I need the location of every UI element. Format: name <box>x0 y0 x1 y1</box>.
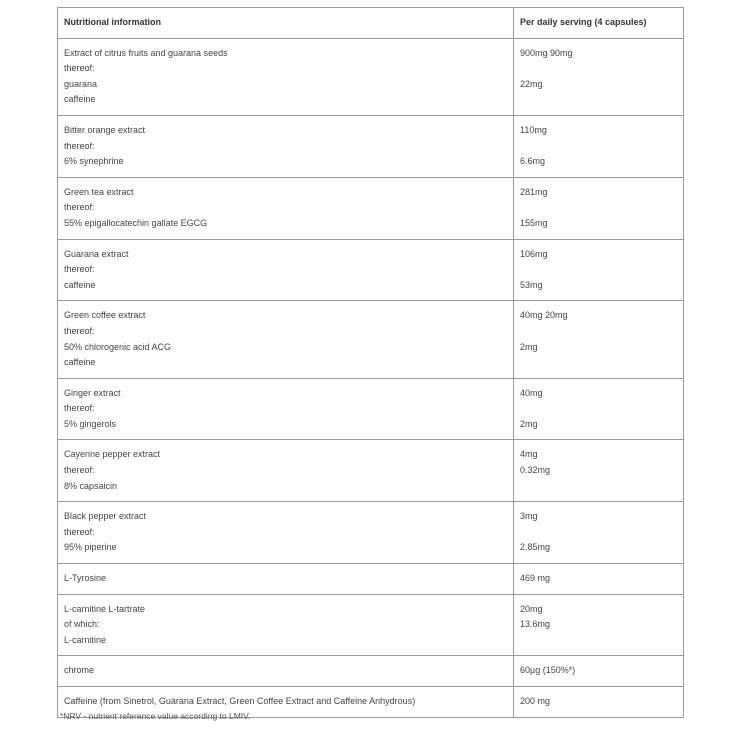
amount-line <box>520 479 677 495</box>
amount-line: 2mg <box>520 341 538 352</box>
ingredient-line: Black pepper extract <box>64 511 147 522</box>
table-row <box>58 301 684 378</box>
amount-line: 3mg <box>520 511 538 522</box>
ingredient-cell <box>58 378 514 440</box>
table-row <box>58 656 684 687</box>
amount-line: 469 mg <box>520 573 551 584</box>
ingredient-line: thereof: <box>64 465 95 476</box>
ingredient-line: of which: <box>64 619 100 630</box>
amount-line: 60µg (150%*) <box>520 665 576 676</box>
ingredient-line: 8% capsaicin <box>64 480 118 491</box>
ingredient-line: Extract of citrus fruits and guarana seeds <box>64 47 228 58</box>
amount-line <box>520 92 677 108</box>
ingredient-cell <box>58 239 514 301</box>
amount-line: 20mg <box>520 603 543 614</box>
amount-cell <box>514 38 684 115</box>
table-body <box>58 38 684 717</box>
amount-cell <box>514 564 684 595</box>
ingredient-line: 5% gingerols <box>64 418 117 429</box>
table-row <box>58 239 684 301</box>
ingredient-line: Guarana extract <box>64 248 129 259</box>
ingredient-line: Green tea extract <box>64 186 134 197</box>
amount-line: 281mg <box>520 186 548 197</box>
ingredient-line: caffeine <box>64 94 96 105</box>
table-row <box>58 115 684 177</box>
table-row <box>58 177 684 239</box>
table-row <box>58 564 684 595</box>
ingredient-cell <box>58 656 514 687</box>
ingredient-line: Caffeine (from Sinetrol, Guarana Extract, Green Coffee Extract and Caffeine Anhydrous) <box>64 696 416 706</box>
ingredient-line: guarana <box>64 78 98 89</box>
ingredient-cell <box>58 177 514 239</box>
amount-cell <box>514 177 684 239</box>
amount-line <box>520 525 677 541</box>
ingredient-line: thereof: <box>64 325 95 336</box>
ingredient-line: Ginger extract <box>64 387 121 398</box>
amount-line: 2.85mg <box>520 542 551 553</box>
amount-line: 200 mg <box>520 696 551 706</box>
ingredient-line: 6% synephrine <box>64 156 124 167</box>
amount-line: 900mg 90mg <box>520 47 573 58</box>
ingredient-line: chrome <box>64 665 95 676</box>
amount-line: 155mg <box>520 217 548 228</box>
amount-cell <box>514 502 684 564</box>
ingredient-cell <box>58 502 514 564</box>
ingredient-line: 55% epigallocatechin gallate EGCG <box>64 217 208 228</box>
header-per-daily-serving: Per daily serving (4 capsules) <box>514 8 684 39</box>
ingredient-cell <box>58 38 514 115</box>
ingredient-cell <box>58 564 514 595</box>
amount-line <box>520 324 677 340</box>
table-header-row <box>58 8 684 39</box>
footnote: *NRV - nutrient reference value according to LMIV. <box>60 711 251 721</box>
amount-line <box>520 401 677 417</box>
amount-line <box>520 61 677 77</box>
ingredient-line: thereof: <box>64 264 95 275</box>
ingredient-line: Bitter orange extract <box>64 124 146 135</box>
ingredient-line: L-Tyrosine <box>64 573 107 584</box>
header-nutritional-information: Nutritional information <box>58 8 514 39</box>
ingredient-line: Green coffee extract <box>64 310 146 321</box>
ingredient-line: thereof: <box>64 140 95 151</box>
amount-line: 53mg <box>520 279 543 290</box>
nutrition-table <box>57 7 684 718</box>
amount-cell <box>514 301 684 378</box>
ingredient-line: thereof: <box>64 63 95 74</box>
amount-line: 0.32mg <box>520 465 551 476</box>
ingredient-cell <box>58 301 514 378</box>
amount-cell <box>514 440 684 502</box>
table-row <box>58 378 684 440</box>
amount-line <box>520 139 677 155</box>
table-row <box>58 594 684 656</box>
ingredient-line: Cayenne pepper extract <box>64 449 161 460</box>
amount-line: 40mg <box>520 387 543 398</box>
ingredient-line: thereof: <box>64 202 95 213</box>
ingredient-line: thereof: <box>64 403 95 414</box>
amount-line: 4mg <box>520 449 538 460</box>
table-row <box>58 502 684 564</box>
ingredient-line: L-carnitine L-tartrate <box>64 603 146 614</box>
amount-line: 13.6mg <box>520 619 551 630</box>
amount-cell <box>514 687 684 718</box>
amount-line <box>520 633 677 649</box>
ingredient-line: caffeine <box>64 279 96 290</box>
ingredient-line: caffeine <box>64 357 96 368</box>
amount-cell <box>514 656 684 687</box>
table-row <box>58 440 684 502</box>
amount-cell <box>514 378 684 440</box>
ingredient-line: thereof: <box>64 526 95 537</box>
amount-line: 6.6mg <box>520 156 546 167</box>
amount-line <box>520 262 677 278</box>
amount-line: 22mg <box>520 78 543 89</box>
amount-line: 40mg 20mg <box>520 310 568 321</box>
ingredient-line: 50% chlorogenic acid ACG <box>64 341 172 352</box>
amount-cell <box>514 115 684 177</box>
amount-line: 2mg <box>520 418 538 429</box>
ingredient-line: 95% piperine <box>64 542 117 553</box>
ingredient-line: L-carnitine <box>64 634 107 645</box>
ingredient-cell <box>58 440 514 502</box>
ingredient-cell <box>58 594 514 656</box>
ingredient-cell <box>58 115 514 177</box>
table-row <box>58 38 684 115</box>
amount-cell <box>514 594 684 656</box>
amount-cell <box>514 239 684 301</box>
amount-line <box>520 200 677 216</box>
amount-line: 110mg <box>520 124 547 135</box>
amount-line: 106mg <box>520 248 548 259</box>
amount-line <box>520 355 677 371</box>
